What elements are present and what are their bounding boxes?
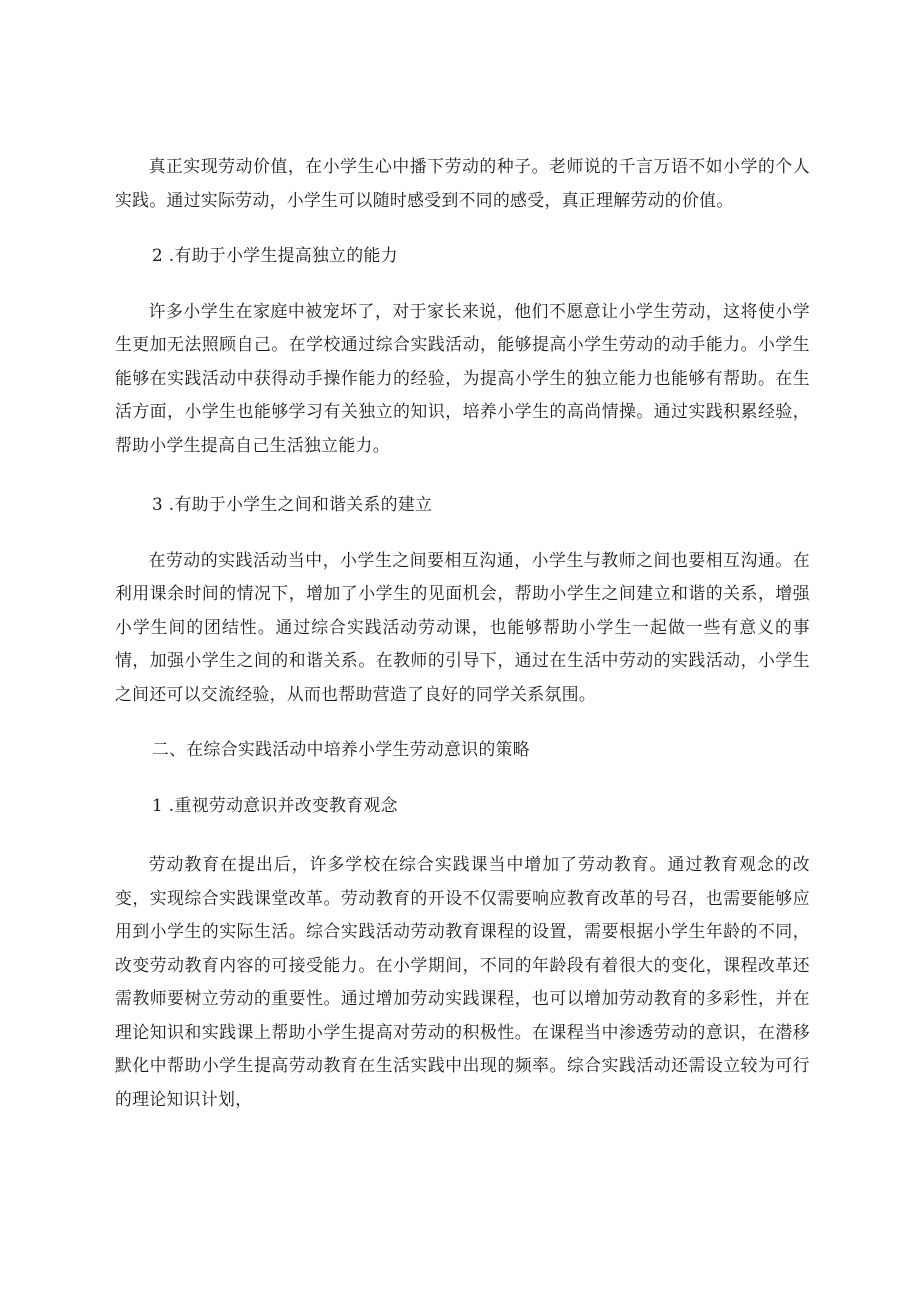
document-page: [115, 150, 810, 1116]
section-heading-strategies: 二、在综合实践活动中培养小学生劳动意识的策略: [152, 739, 530, 759]
paragraph-labor-value: 真正实现劳动价值，在小学生心中播下劳动的种子。老师说的千言万语不如小学的个人实践。通过实际劳动，小学生可以随时感受到不同的感受，真正理解劳动的价值。: [115, 156, 810, 210]
paragraph-education-concept: 劳动教育在提出后，许多学校在综合实践课当中增加了劳动教育。通过教育观念的改变，实现综合实践课堂改革。劳动教育的开设不仅需要响应教育改革的号召，也需要能够应用到小学生的实际生活。综合实践活动劳动教育课程的设置，需要根据小学生年龄的不同，改变劳动教育内容的可接受能力。在小学期间，不同的年龄段有着很大的变化，课程改革还需教师要树立劳动的重要性。通过增加劳动实践课程，也可以增加劳动教育的多彩性，并在理论知识和实践课上帮助小学生提高对劳动的积极性。在课程当中渗透劳动的意识，在潜移默化中帮助小学生提高劳动教育在生活实践中出现的频率。综合实践活动还需设立较为可行的理论知识计划，: [115, 854, 810, 1109]
subheading-independence: 2 .有助于小学生提高独立的能力: [152, 245, 398, 265]
paragraph-independence: 许多小学生在家庭中被宠坏了，对于家长来说，他们不愿意让小学生劳动，这将使小学生更加无法照顾自己。在学校通过综合实践活动，能够提高小学生劳动的动手能力。小学生能够在实践活动中获得动手操作能力的经验，为提高小学生的独立能力也能够有帮助。在生活方面，小学生也能够学习有关独立的知识，培养小学生的高尚情操。通过实践积累经验，帮助小学生提高自己生活独立能力。: [115, 300, 810, 455]
subheading-harmony: 3 .有助于小学生之间和谐关系的建立: [152, 494, 433, 514]
subheading-education-concept: 1 .重视劳动意识并改变教育观念: [152, 794, 398, 815]
paragraph-harmony: 在劳动的实践活动当中，小学生之间要相互沟通，小学生与教师之间也要相互沟通。在利用课余时间的情况下，增加了小学生的见面机会，帮助小学生之间建立和谐的关系，增强小学生间的团结性。通过综合实践活动劳动课，也能够帮助小学生一起做一些有意义的事情，加强小学生之间的和谐关系。在教师的引导下，通过在生活中劳动的实践活动，小学生之间还可以交流经验，从而也帮助营造了良好的同学关系氛围。: [115, 549, 810, 704]
